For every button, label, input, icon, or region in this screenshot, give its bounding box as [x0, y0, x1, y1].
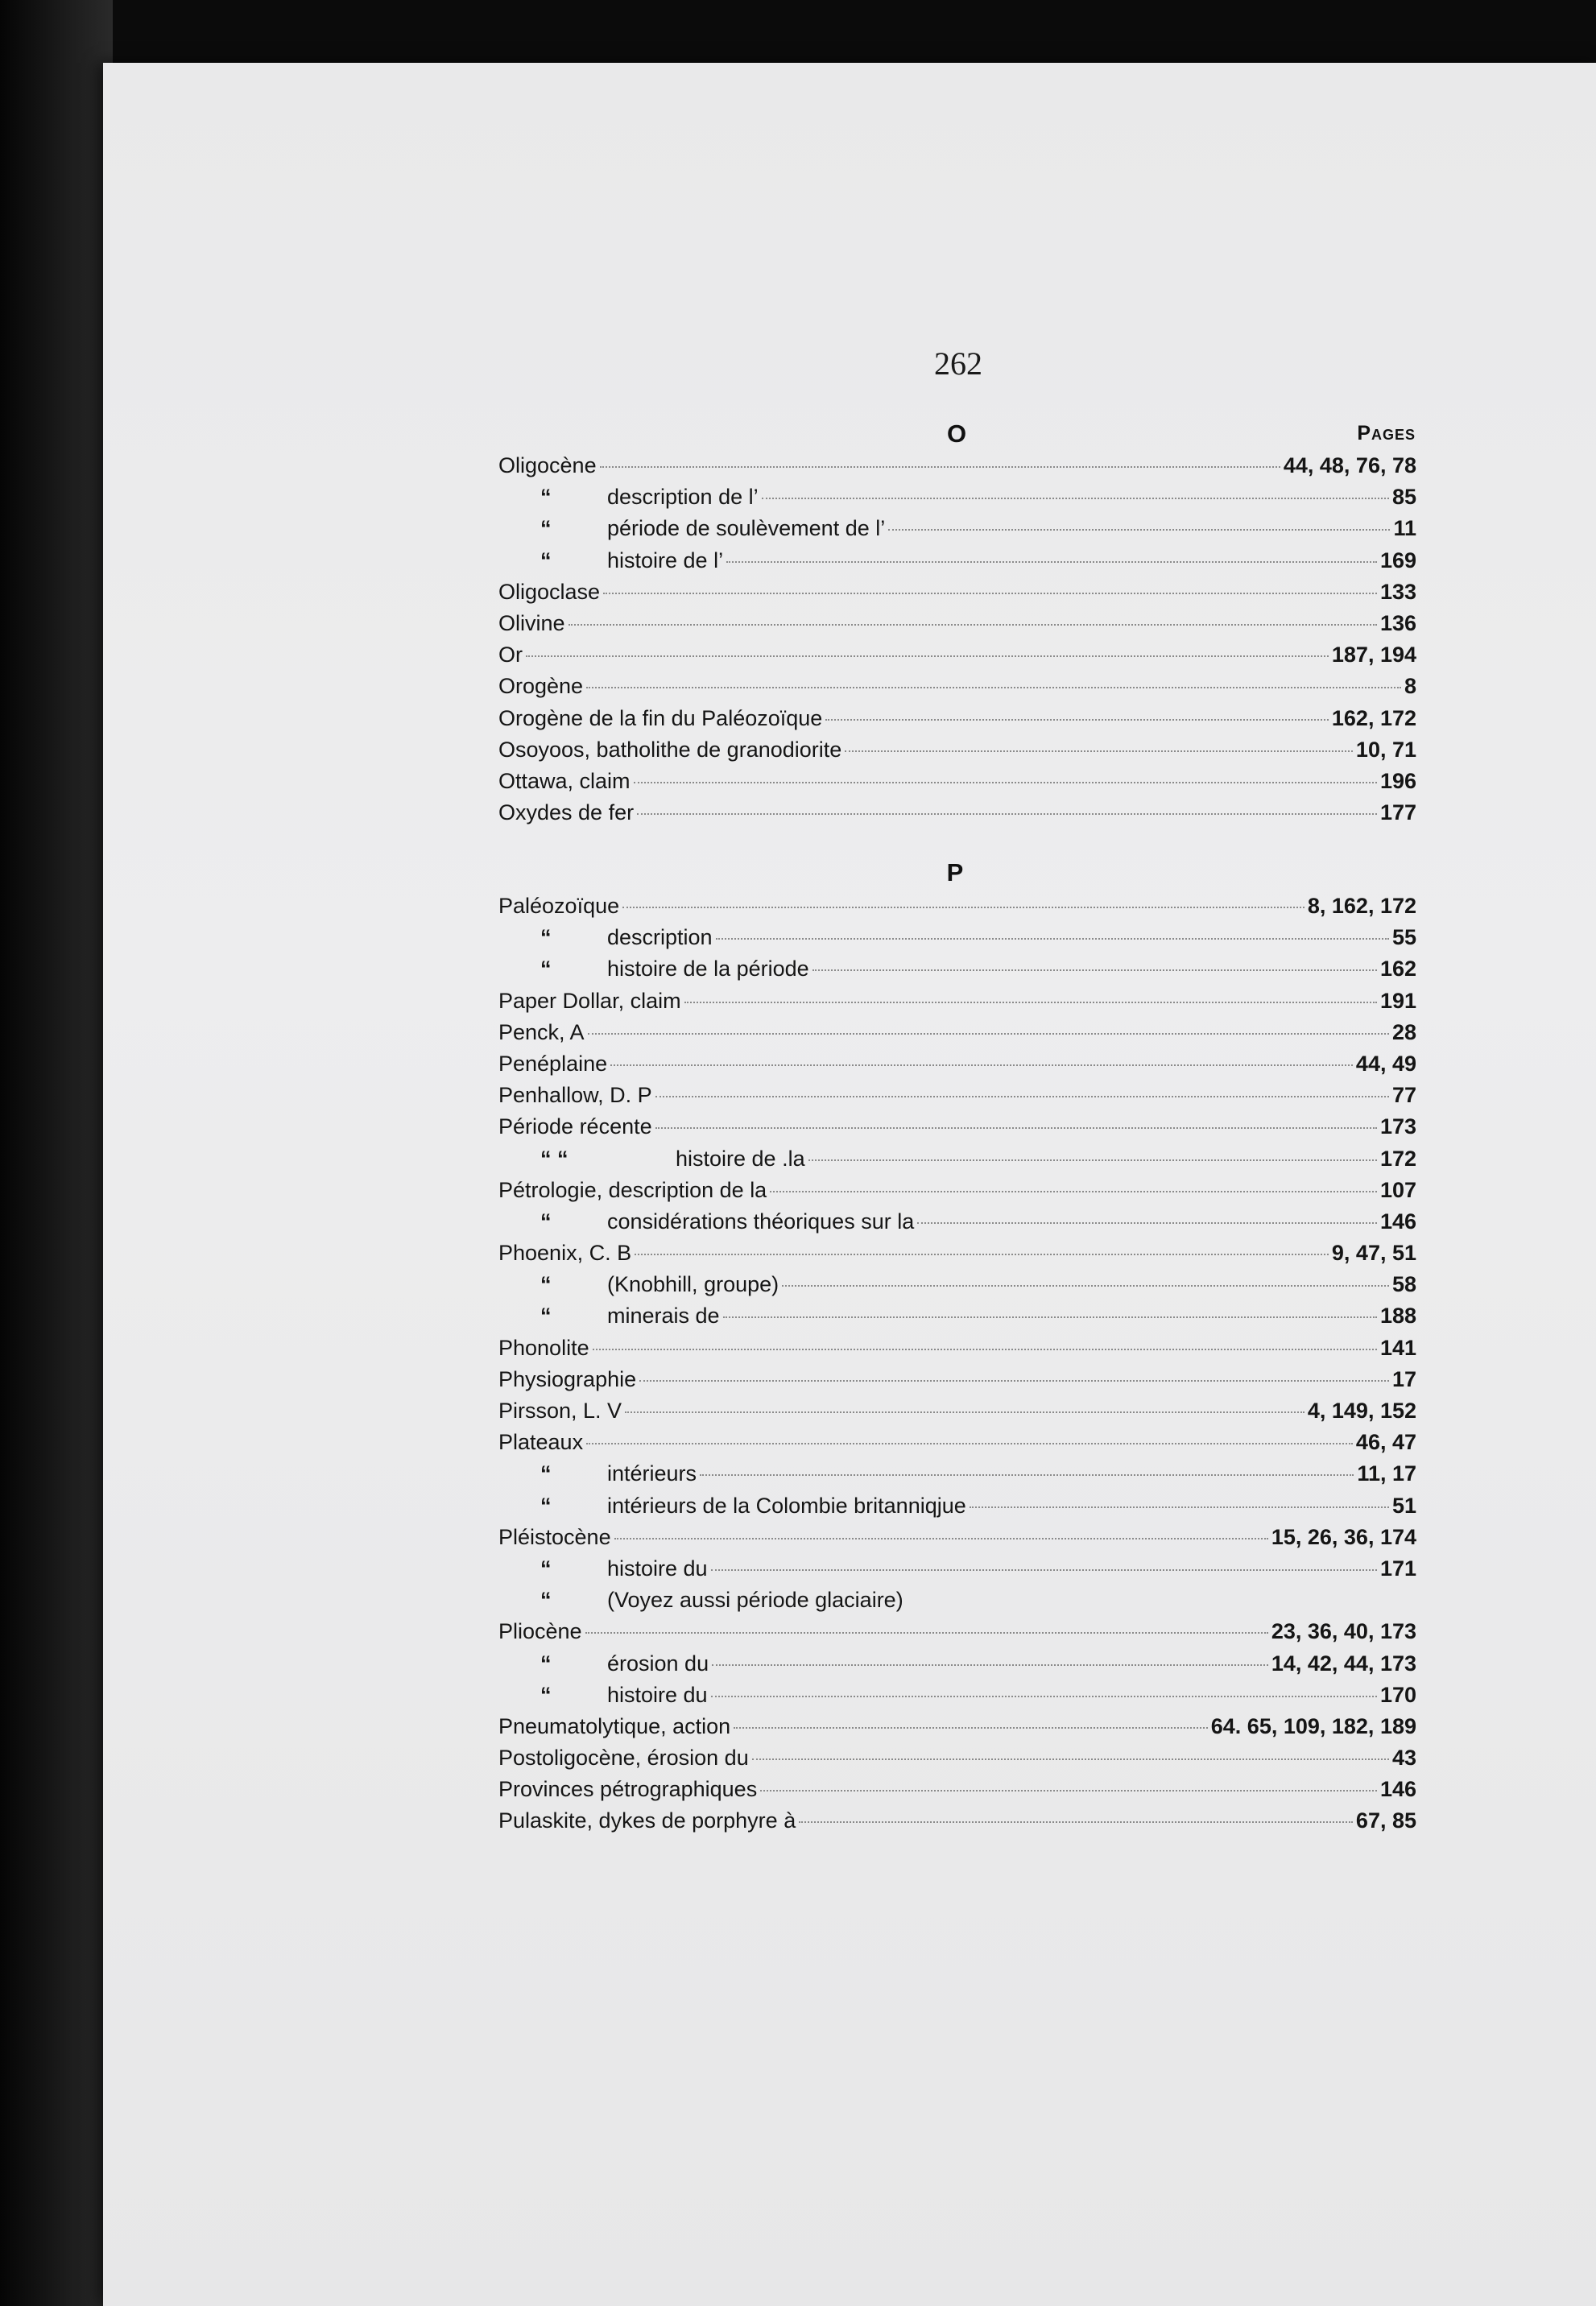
dot-leader: [734, 1727, 1208, 1729]
entry-pages: 28: [1391, 1019, 1416, 1044]
entry-pages: 43: [1391, 1746, 1416, 1771]
dot-leader: [614, 1538, 1268, 1539]
dot-leader: [762, 498, 1389, 499]
entry-label: Penhallow, D. P: [498, 1083, 652, 1108]
entry-pages: 188: [1379, 1304, 1416, 1329]
index-entry: [498, 576, 1416, 608]
section-letter-p: P: [946, 858, 964, 886]
entry-pages: 58: [1391, 1272, 1416, 1297]
index-entry: [498, 1711, 1416, 1742]
entry-label: Provinces pétrographiques: [498, 1777, 758, 1802]
index-entry: “ histoire de la période 162: [498, 953, 1416, 985]
dot-leader: [845, 750, 1353, 752]
entry-label: description: [607, 925, 713, 950]
entry-label: Pirsson, L. V: [498, 1399, 622, 1423]
index-entry: “ période de soulèvement de l’ 11: [498, 513, 1416, 544]
entry-label: Physiographie: [498, 1366, 637, 1391]
index-entry: [498, 671, 1416, 702]
index-entry: “ description de l’ 85: [498, 481, 1416, 513]
dot-leader: [610, 1064, 1353, 1066]
index-section-p: [498, 891, 1416, 1837]
index-entry: [498, 1742, 1416, 1774]
dot-leader: [700, 1474, 1354, 1476]
entry-pages: 17: [1391, 1366, 1416, 1391]
entry-pages: 44, 48, 76, 78: [1283, 453, 1416, 477]
entry-pages: 187, 194: [1331, 643, 1416, 667]
entry-label: Oligoclase: [498, 579, 601, 604]
entry-label: Penéplaine: [498, 1051, 608, 1076]
entry-pages: 146: [1379, 1209, 1416, 1234]
index-entry: [498, 1175, 1416, 1206]
entry-pages: 11, 17: [1357, 1461, 1416, 1486]
entry-pages: 196: [1379, 768, 1416, 793]
entry-pages: 171: [1379, 1556, 1416, 1581]
dot-leader: [760, 1790, 1377, 1791]
entry-label: période de soulèvement de l’: [607, 516, 886, 541]
dot-leader: [726, 561, 1377, 563]
index-entry: [498, 1364, 1416, 1395]
entry-pages: 173: [1379, 1114, 1416, 1139]
dot-leader: [799, 1821, 1353, 1823]
entry-pages: 170: [1379, 1682, 1416, 1707]
dot-leader: [970, 1506, 1389, 1508]
dot-leader: [723, 1316, 1377, 1318]
entry-label: minerais de: [607, 1304, 720, 1329]
entry-label: Or: [498, 643, 523, 667]
index-entry: [498, 986, 1416, 1017]
index-entry: [498, 1522, 1416, 1553]
dot-leader: [634, 782, 1377, 783]
entry-label: Pléistocène: [498, 1524, 611, 1549]
entry-label: Paléozoïque: [498, 894, 620, 918]
index-entry: “ intérieurs de la Colombie britanniqjue 51: [498, 1490, 1416, 1522]
dot-leader: [635, 1254, 1329, 1255]
dot-leader: [639, 1380, 1389, 1382]
entry-label: considérations théoriques sur la: [607, 1209, 915, 1234]
index-entry: [498, 1427, 1416, 1458]
dot-leader: [711, 1569, 1377, 1571]
index-entry: “ érosion du 14, 42, 44, 173: [498, 1648, 1416, 1680]
entry-label: Oligocène: [498, 453, 597, 477]
index-entry: [498, 766, 1416, 797]
entry-pages: 162: [1379, 957, 1416, 981]
index-entry: “ “ histoire de .la 172: [498, 1143, 1416, 1175]
index-entry: [498, 639, 1416, 671]
entry-pages: 23, 36, 40, 173: [1271, 1619, 1416, 1644]
entry-pages: 55: [1391, 925, 1416, 950]
index-entry: “ (Knobhill, groupe) 58: [498, 1269, 1416, 1300]
entry-pages: 64. 65, 109, 182, 189: [1210, 1713, 1416, 1738]
entry-label: érosion du: [607, 1651, 709, 1676]
entry-label: Phonolite: [498, 1335, 589, 1360]
dot-leader: [586, 1443, 1353, 1444]
entry-pages: 67, 85: [1355, 1808, 1416, 1833]
entry-pages: 169: [1379, 548, 1416, 572]
entry-label: Ottawa, claim: [498, 768, 631, 793]
entry-pages: 191: [1379, 988, 1416, 1013]
entry-pages: 15, 26, 36, 174: [1271, 1524, 1416, 1549]
entry-label: Phoenix, C. B: [498, 1241, 632, 1266]
dot-leader: [711, 1696, 1377, 1697]
entry-pages: 141: [1379, 1335, 1416, 1360]
index-entry: “ minerais de 188: [498, 1300, 1416, 1332]
entry-label: Pulaskite, dykes de porphyre à: [498, 1808, 796, 1833]
index-entry: “ (Voyez aussi période glaciaire): [498, 1585, 1416, 1616]
entry-label: (Knobhill, groupe): [607, 1272, 779, 1297]
dot-leader: [917, 1222, 1377, 1224]
index-entry: “ histoire du 170: [498, 1680, 1416, 1711]
entry-label: histoire du: [607, 1556, 708, 1581]
entry-pages: 44, 49: [1355, 1051, 1416, 1076]
index-entry: “ intérieurs 11, 17: [498, 1458, 1416, 1490]
page-number: 262: [934, 345, 982, 382]
dot-leader: [655, 1127, 1377, 1129]
entry-pages: 162, 172: [1331, 705, 1416, 730]
entry-pages: 11: [1393, 516, 1416, 541]
dot-leader: [825, 719, 1329, 721]
entry-pages: 136: [1379, 610, 1416, 635]
entry-label: Plateaux: [498, 1430, 584, 1455]
dot-leader: [625, 1411, 1305, 1413]
index-entry: [498, 1333, 1416, 1364]
index-entry: “ description 55: [498, 922, 1416, 953]
index-entry: [498, 608, 1416, 639]
entry-pages: 177: [1379, 800, 1416, 825]
entry-pages: 10, 71: [1355, 737, 1416, 762]
entry-label: Pétrologie, description de la: [498, 1177, 767, 1202]
dot-leader: [585, 1632, 1268, 1634]
index-entry: [498, 1238, 1416, 1269]
entry-pages: 77: [1391, 1083, 1416, 1108]
index-entry: [498, 1774, 1416, 1805]
entry-label: intérieurs de la Colombie britanniqjue: [607, 1493, 966, 1518]
entry-label: Orogène: [498, 674, 584, 699]
entry-label: (Voyez aussi période glaciaire): [607, 1588, 903, 1613]
entry-label: description de l’: [607, 485, 759, 510]
entry-label: Pliocène: [498, 1619, 582, 1644]
dot-leader: [569, 624, 1377, 626]
entry-pages: 9, 47, 51: [1331, 1241, 1416, 1266]
pages-column-header: Pages: [1357, 422, 1416, 444]
dot-leader: [588, 1033, 1389, 1035]
entry-pages: 46, 47: [1355, 1430, 1416, 1455]
dot-leader: [782, 1285, 1389, 1287]
entry-pages: 8, 162, 172: [1307, 894, 1416, 918]
index-entry: [498, 1080, 1416, 1111]
dot-leader: [526, 655, 1329, 657]
entry-label: histoire du: [607, 1682, 708, 1707]
index-entry: [498, 1616, 1416, 1647]
dot-leader: [684, 1002, 1377, 1003]
entry-pages: 107: [1379, 1177, 1416, 1202]
index-section-o: [498, 450, 1416, 829]
dot-leader: [622, 907, 1305, 908]
index-entry: “ considérations théoriques sur la 146: [498, 1206, 1416, 1238]
dot-leader: [712, 1664, 1268, 1666]
entry-label: Période récente: [498, 1114, 652, 1139]
scan-dark-margin: [0, 0, 113, 2306]
index-entry: [498, 891, 1416, 922]
entry-label: Olivine: [498, 610, 565, 635]
dot-leader: [770, 1191, 1377, 1192]
entry-label: histoire de .la: [676, 1146, 805, 1171]
index-entry: [498, 1048, 1416, 1080]
dot-leader: [637, 813, 1377, 815]
dot-leader: [812, 969, 1377, 971]
index-entry: [498, 450, 1416, 481]
index-entry: [498, 1111, 1416, 1143]
index-entry: [498, 734, 1416, 766]
index-entry: [498, 1805, 1416, 1837]
entry-label: histoire de l’: [607, 548, 724, 572]
entry-label: intérieurs: [607, 1461, 697, 1486]
entry-label: Paper Dollar, claim: [498, 988, 681, 1013]
entry-pages: 14, 42, 44, 173: [1271, 1651, 1416, 1676]
index-entry: [498, 1017, 1416, 1048]
index-entry: “ histoire de l’ 169: [498, 545, 1416, 576]
dot-leader: [586, 687, 1401, 688]
entry-label: Postoligocène, érosion du: [498, 1746, 749, 1771]
index-entry: [498, 703, 1416, 734]
entry-label: histoire de la période: [607, 957, 809, 981]
dot-leader: [600, 466, 1280, 468]
entry-pages: 146: [1379, 1777, 1416, 1802]
entry-label: Penck, A: [498, 1019, 585, 1044]
dot-leader: [808, 1159, 1377, 1161]
entry-pages: 51: [1391, 1493, 1416, 1518]
entry-label: Pneumatolytique, action: [498, 1713, 731, 1738]
entry-pages: 133: [1379, 579, 1416, 604]
entry-pages: 4, 149, 152: [1307, 1399, 1416, 1423]
dot-leader: [888, 529, 1390, 531]
entry-label: Orogène de la fin du Paléozoïque: [498, 705, 823, 730]
dot-leader: [593, 1349, 1377, 1350]
dot-leader: [716, 938, 1389, 940]
index-entry: [498, 797, 1416, 829]
index-entry: [498, 1395, 1416, 1427]
section-letter-o: O: [946, 419, 967, 448]
entry-pages: 85: [1391, 485, 1416, 510]
dot-leader: [655, 1096, 1389, 1097]
entry-pages: 172: [1379, 1146, 1416, 1171]
entry-pages: 8: [1404, 674, 1416, 699]
dot-leader: [752, 1758, 1389, 1760]
entry-label: Osoyoos, batholithe de granodiorite: [498, 737, 842, 762]
entry-label: Oxydes de fer: [498, 800, 635, 825]
index-entry: “ histoire du 171: [498, 1553, 1416, 1585]
dot-leader: [603, 593, 1377, 594]
